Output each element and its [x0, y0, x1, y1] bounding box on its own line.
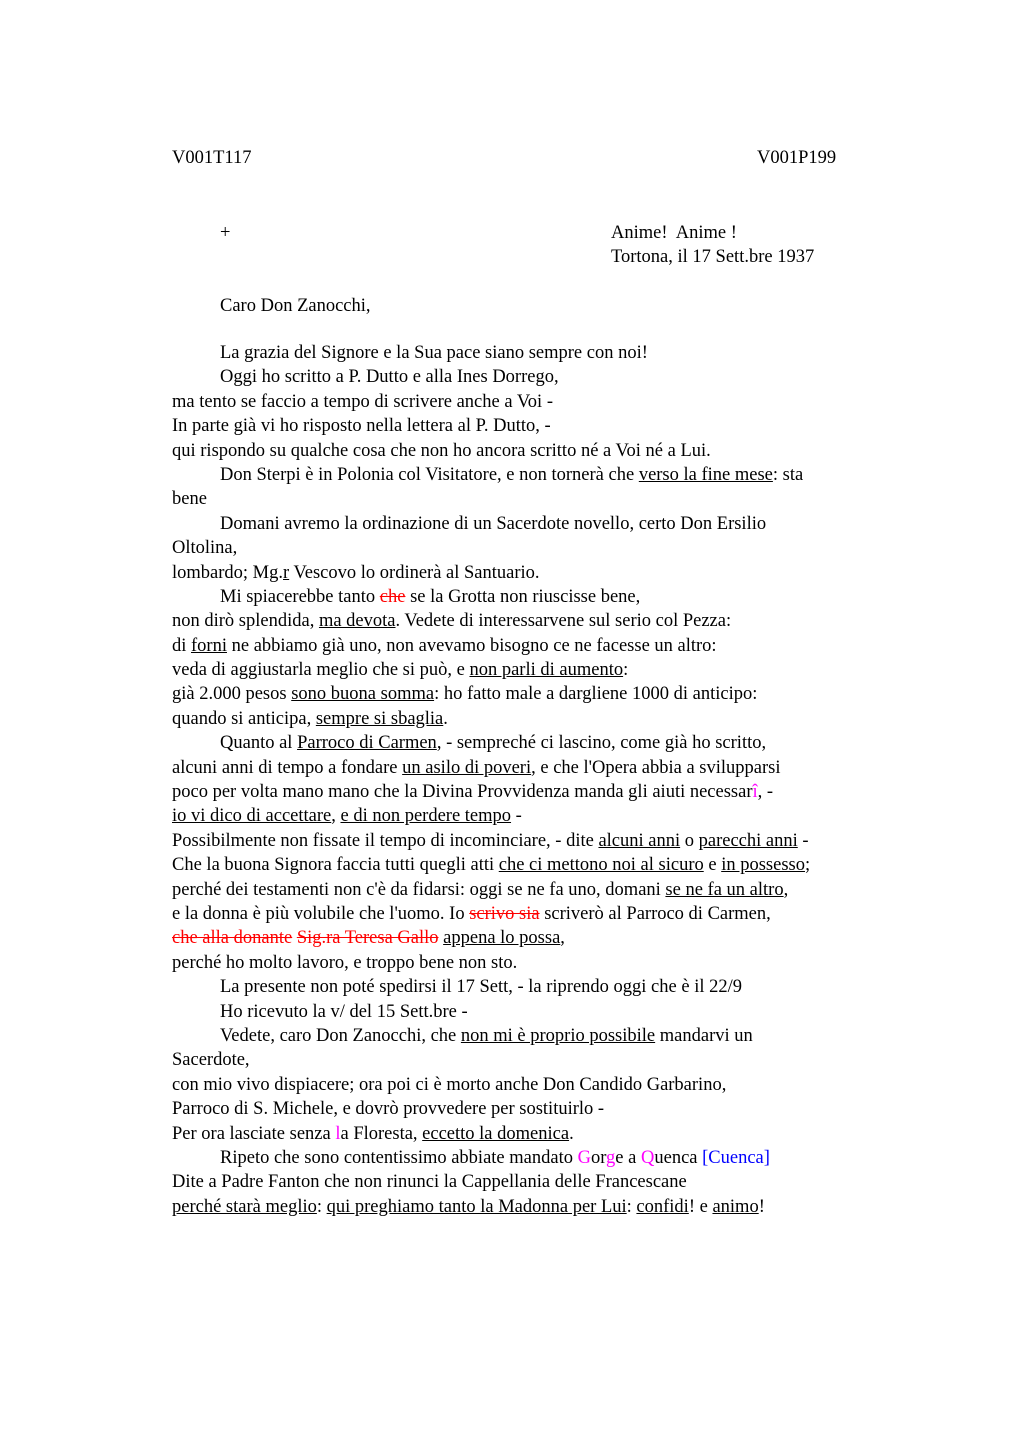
text-segment: Oltolina,	[172, 538, 238, 559]
letter-line	[172, 463, 892, 487]
letter-line	[172, 536, 892, 560]
header-right-code: V001P199	[757, 148, 837, 168]
letter-line	[172, 1122, 892, 1146]
text-segment: Oggi ho scritto a P. Dutto e alla Ines Dorrego,	[220, 367, 559, 388]
text-segment: ,	[783, 879, 789, 900]
underlined-text: che ci mettono noi al sicuro	[498, 855, 704, 876]
highlighted-letter: î	[752, 782, 758, 803]
text-segment: di	[172, 635, 192, 656]
underlined-text: perché starà meglio	[172, 1196, 317, 1217]
text-segment: e la donna è più volubile che l'uomo. Io	[172, 903, 470, 924]
text-segment: In parte già vi ho risposto nella lettera al P. Dutto, -	[172, 416, 551, 437]
underlined-text: parecchi anni	[698, 830, 798, 851]
text-segment: e	[703, 855, 722, 876]
text-segment: : ho fatto male a dargliene 1000 di anticipo:	[434, 684, 758, 705]
inserted-text: [Cuenca]	[702, 1147, 770, 1168]
highlighted-letter: l	[335, 1123, 341, 1144]
text-segment: , -	[757, 782, 774, 803]
text-segment: La presente non poté spedirsi il 17 Sett, - la riprendo oggi che è il 22/9	[220, 977, 742, 998]
underlined-text: confidi	[636, 1196, 689, 1217]
letter-line	[172, 1195, 892, 1219]
text-segment: Che la buona Signora faccia tutti quegli atti	[172, 855, 499, 876]
place-date: Tortona, il 17 Sett.bre 1937	[611, 247, 815, 267]
highlighted-letter: g	[606, 1147, 616, 1168]
letter-line	[172, 1073, 892, 1097]
text-segment: alcuni anni di tempo a fondare	[172, 757, 403, 778]
text-segment: e a	[615, 1147, 641, 1168]
underlined-text: sono buona somma	[291, 684, 435, 705]
text-segment: già 2.000 pesos	[172, 684, 292, 705]
header-left-code: V001T117	[172, 148, 252, 168]
letter-line	[172, 1146, 892, 1170]
underlined-text: forni	[191, 635, 227, 656]
text-segment: se la Grotta non riuscisse bene,	[405, 586, 641, 607]
underlined-text: non parli di aumento	[469, 660, 624, 681]
underlined-text: in possesso	[721, 855, 805, 876]
letter-line	[172, 756, 892, 780]
underlined-text: appena lo possa	[443, 928, 561, 949]
text-segment: :	[623, 660, 629, 681]
letter-line	[172, 780, 892, 804]
text-segment: Ripeto che sono contentissimo abbiate mandato	[220, 1147, 578, 1168]
deleted-text: Sig.ra Teresa Gallo	[296, 928, 439, 949]
text-segment: Sacerdote,	[172, 1050, 250, 1071]
deleted-text: scrivo sia	[469, 903, 540, 924]
letter-line	[172, 975, 892, 999]
text-segment: !	[758, 1196, 765, 1217]
text-segment: .	[443, 708, 448, 729]
letter-line	[172, 804, 892, 828]
underlined-text: animo	[712, 1196, 759, 1217]
letter-line	[172, 926, 892, 950]
underlined-text: sempre si sbaglia	[315, 708, 444, 729]
letter-line	[172, 1048, 892, 1072]
salutation: Caro Don Zanocchi,	[220, 296, 371, 316]
text-segment: : sta	[772, 464, 804, 485]
underlined-text: r	[283, 562, 290, 583]
text-segment: or	[590, 1147, 607, 1168]
text-segment: Mi spiacerebbe tanto	[220, 586, 380, 607]
text-segment: Quanto al	[220, 733, 298, 754]
text-segment: o	[680, 830, 699, 851]
letter-line	[172, 414, 892, 438]
text-segment: perché ho molto lavoro, e troppo bene non sto.	[172, 952, 518, 973]
underlined-text: io vi dico di accettare	[172, 806, 332, 827]
text-segment: poco per volta mano mano che la Divina Provvidenza manda gli aiuti necessar	[172, 782, 753, 803]
text-segment: con mio vivo dispiacere; ora poi ci è morto anche Don Candido Garbarino,	[172, 1074, 727, 1095]
text-segment: lombardo; Mg.	[172, 562, 283, 583]
text-segment: La grazia del Signore e la Sua pace siano sempre con noi!	[220, 343, 648, 363]
letter-line	[172, 512, 892, 536]
cross-mark: +	[220, 223, 231, 243]
text-segment: Ho ricevuto la v/ del 15 Sett.bre -	[220, 1001, 468, 1022]
deleted-text: che	[379, 586, 406, 607]
underlined-text: non mi è proprio possibile	[460, 1025, 656, 1046]
letter-line	[172, 439, 892, 463]
letter-line	[172, 951, 892, 975]
text-segment: . Vedete di interessarvene sul serio col Pezza:	[395, 611, 732, 632]
letter-line	[172, 853, 892, 877]
text-segment: Domani avremo la ordinazione di un Sacerdote novello, certo Don Ersilio	[220, 513, 767, 534]
text-segment: mandarvi un	[655, 1025, 753, 1046]
text-segment: quando si anticipa,	[172, 708, 316, 729]
underlined-text: un asilo di poveri	[402, 757, 532, 778]
text-segment: Don Sterpi è in Polonia col Visitatore, e non tornerà che	[220, 464, 639, 485]
letter-line	[172, 658, 892, 682]
text-segment: .	[569, 1123, 574, 1144]
letter-line	[172, 1097, 892, 1121]
letter-line	[172, 390, 892, 414]
underlined-text: qui preghiamo tanto la Madonna per Lui	[326, 1196, 627, 1217]
text-segment: ma tento se faccio a tempo di scrivere anche a Voi -	[172, 391, 553, 412]
text-segment: ! e	[688, 1196, 713, 1217]
letter-line	[172, 487, 892, 511]
deleted-text: che alla donante	[172, 928, 293, 949]
text-segment: ;	[804, 855, 811, 876]
text-segment: -	[511, 806, 522, 827]
text-segment: perché dei testamenti non c'è da fidarsi: oggi se ne fa uno, domani	[172, 879, 666, 900]
letter-line	[172, 365, 892, 389]
text-segment: uenca	[654, 1147, 703, 1168]
text-segment: qui rispondo su qualche cosa che non ho ancora scritto né a Voi né a Lui.	[172, 440, 711, 461]
text-segment: Parroco di S. Michele, e dovrò provvedere per sostituirlo -	[172, 1099, 605, 1120]
motto: Anime! Anime !	[611, 223, 737, 243]
text-segment: ,	[331, 806, 341, 827]
text-segment: Vescovo lo ordinerà al Santuario.	[289, 562, 540, 583]
underlined-text: alcuni anni	[598, 830, 681, 851]
text-segment: scriverò al Parroco di Carmen,	[539, 903, 771, 924]
letter-line	[172, 902, 892, 926]
underlined-text: e di non perdere tempo	[340, 806, 512, 827]
text-segment: , e che l'Opera abbia a svilupparsi	[531, 757, 781, 778]
text-segment: veda di aggiustarla meglio che si può, e	[172, 660, 470, 681]
text-segment: a Floresta,	[340, 1123, 423, 1144]
text-segment: :	[626, 1196, 637, 1217]
text-segment: bene	[172, 489, 207, 510]
letter-line	[172, 1170, 892, 1194]
text-segment: Vedete, caro Don Zanocchi, che	[220, 1025, 461, 1046]
underlined-text: ma devota	[318, 611, 396, 632]
underlined-text: eccetto la domenica	[422, 1123, 570, 1144]
letter-line	[172, 341, 892, 365]
underlined-text: Parroco di Carmen	[297, 733, 437, 754]
letter-line	[172, 634, 892, 658]
letter-line	[172, 609, 892, 633]
text-segment: , - sempreché ci lascino, come già ho scritto,	[436, 733, 767, 754]
highlighted-letter: G	[577, 1147, 591, 1168]
text-segment: non dirò splendida,	[172, 611, 319, 632]
text-segment: :	[316, 1196, 327, 1217]
letter-line	[172, 585, 892, 609]
letter-line	[172, 829, 892, 853]
highlighted-letter: Q	[640, 1147, 655, 1168]
letter-line	[172, 1024, 892, 1048]
underlined-text: verso la fine mese	[638, 464, 773, 485]
underlined-text: se ne fa un altro	[665, 879, 784, 900]
text-segment: Per ora lasciate senza	[172, 1123, 336, 1144]
letter-line	[172, 707, 892, 731]
letter-line	[172, 878, 892, 902]
letter-line	[172, 561, 892, 585]
text-segment: Possibilmente non fissate il tempo di incominciare, - dite	[172, 830, 599, 851]
letter-line	[172, 1000, 892, 1024]
letter-line	[172, 682, 892, 706]
text-segment: -	[797, 830, 809, 851]
text-segment: ,	[560, 928, 565, 949]
letter-line	[172, 731, 892, 755]
text-segment: ne abbiamo già uno, non avevamo bisogno ce ne facesse un altro:	[226, 635, 717, 656]
letter-body	[172, 341, 892, 1219]
text-segment: Dite a Padre Fanton che non rinunci la Cappellania delle Francescane	[172, 1172, 687, 1193]
